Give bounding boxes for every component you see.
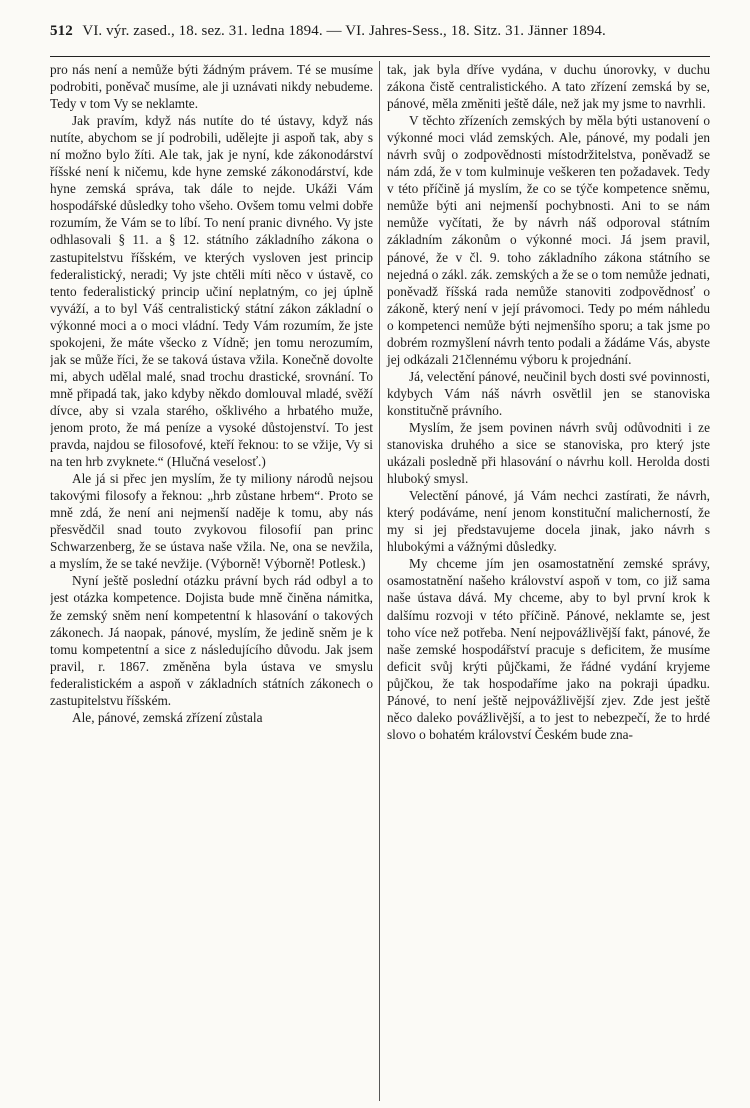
header-text: VI. výr. zased., 18. sez. 31. ledna 1894. — VI. Jahres-Sess., 18. Sitz. 31. Jänner 1894. [82,23,606,39]
text-columns [50,61,710,1101]
right-column [379,61,710,1101]
left-column [50,61,379,1101]
page-number: 512 [50,23,73,39]
paragraph: Já, velectění pánové, neučinil bych dosti své povinnosti, kdybych Vám náš návrh osvětlil jen se stanoviska konstitučně právního. [387,368,710,418]
paragraph: Jak pravím, když nás nutíte do té ústavy, když nás nutíte, abychom se jí podrobili, udělejte ji aspoň tak, aby s ní možno bylo žíti. Ale tak, jak je nyní, kde zákonodárství říšské není k ničemu, kde hyne zemské zákonodárství, kde hyne zemská správa, tak dále to nejde. Ukáži Vám hospodářské důsledky toho všeho. Ovšem tomu velmi dobře rozumím, že Vám se to líbí. To není pranic divného. Vy jste odhlasovali § 11. a § 12. státního základního zákona o zastupitelstvu říšském, ve kterých vysloven jest princip federalistický, neradi; Vy jste chtěli míti něco v ústavě, co tento federalistický princip učiní neplatným, co jej úplně vyváží, a to byl Váš centralistický státní zákon základní o výkonné moci a o moci vládní. Tedy Vám rozumím, že jste spokojeni, že máte všecko z Vídně; jen tomu nerozumím, jak se může říci, že se taková ústava vžila. Konečně dovolte mi, abych udělal malé, snad trochu drastické, srovnání. To mně připadá tak, jako kdyby někdo domlouval mladé, svěží dívce, aby si vzala starého, ošklivého a hrbatého muže, jenom proto, že má peníze a vysoké důstojenství. To jest pravda, najdou se filosofové, kteří řeknou: to se vžije, Vy si na ten hrb zvyknete.“ (Hlučná veselosť.) [50,113,373,470]
header-rule [50,56,710,57]
running-header [50,20,710,42]
paragraph: pro nás není a nemůže býti žádným právem. Té se musíme podrobiti, poněvač musíme, ale ji uznávati nikdy nebudeme. Tedy v tom Vy se neklamte. [50,62,373,112]
paragraph: My chceme jím jen osamostatnění zemské správy, osamostatnění našeho království aspoň v tom, co již sama naše ústava dává. My chceme, aby to byl první krok k dalšímu rozvoji v této příčině. Pánové, neklamte se, jest toho více než potřeba. Není nejpovážlivější fakt, pánové, že naše zemské hospodářství pracuje s deficitem, že musíme deficit svůj krýti půjčkami, že řádné vydání kryjeme půjčkou, že tak hospodaříme jako na pokraji úpadku. Pánové, to není ještě nejpovážlivější zjev. Zde jest ještě něco daleko povážlivější, a to jest to nebezpečí, že to hrdé slovo o bohatém království Českém bude zna- [387,556,710,742]
paragraph: Myslím, že jsem povinen návrh svůj odůvodniti i ze stanoviska druhého a sice se stanoviska, pro který jste ukázali posledně při hlasování o návrhu koll. Herolda dosti hluboký smysl. [387,419,710,487]
paragraph: Nyní ještě poslední otázku právní bych rád odbyl a to jest otázka kompetence. Dojista bude mně činěna námitka, že zemský sněm není kompetentní k hlasování o takových zákonech. Já naopak, pánové, myslím, že jedině sněm je k tomu kompetentní a sice z následujícího důvodu. Jak jsem pravil, r. 1867. změněna byla ústava ve smyslu federalistickém a aspoň v základních státních zákonech o zastupitelstvu říšském. [50,573,373,708]
paragraph: Ale, pánové, zemská zřízení zůstala [72,709,263,725]
paragraph: Velectění pánové, já Vám nechci zastírati, že návrh, který podáváme, není jenom konstituční malicherností, že my si jej představujeme docela jinak, jako návrh s hlubokými a vážnými důsledky. [387,488,710,555]
paragraph: Ale já si přec jen myslím, že ty miliony národů nejsou takovými filosofy a řeknou: „hrb zůstane hrbem“. Proto se mně zdá, že není ani nejmenší naděje k tomu, aby nás přesvědčil snad touto zvykovou filosofií pan princ Schwarzenberg, že se ústava naše vžila. Ne, ona se nevžila, a myslím, že se také nevžije. (Výborně! Výborně! Potlesk.) [50,471,373,572]
paragraph: V těchto zřízeních zemských by měla býti ustanovení o výkonné moci vlád zemských. Ale, pánové, my podali jen návrh svůj o zodpovědnosti místodržitelstva, poněvadž se nám zdá, že v tom kulminuje veškeren ten požadavek. Tedy v této příčině já myslím, že co se týče kompetence sněmu, nemůže býti ani nejmenší pochybnosti. Ani to se nám nemůže vyčítati, že by návrh náš odporoval státním základním zákonům o výkonné moci. Já jsem pravil, pánové, že v čl. 9. toho základního zákona státního se nejedná o zákl. zák. zemských a že se o tom nemůže jednati, poněvadž říšská rada nemůže stanoviti zodpovědnosť o zákoně, který není v její právomoci. Tedy po mém náhledu o kompetenci nemůže býti nejmenšího sporu; a tak jsme po dobrém rozmyšlení návrh tento podali a žádáme Vás, abyste jej odkázali 21člennému výboru k projednání. [387,113,710,367]
paragraph: tak, jak byla dříve vydána, v duchu únorovky, v duchu zákona čistě centralistického. A tato zřízení zemská by se, pánové, měla změniti ještě dále, než jak my jsme to navrhli. [387,62,710,112]
